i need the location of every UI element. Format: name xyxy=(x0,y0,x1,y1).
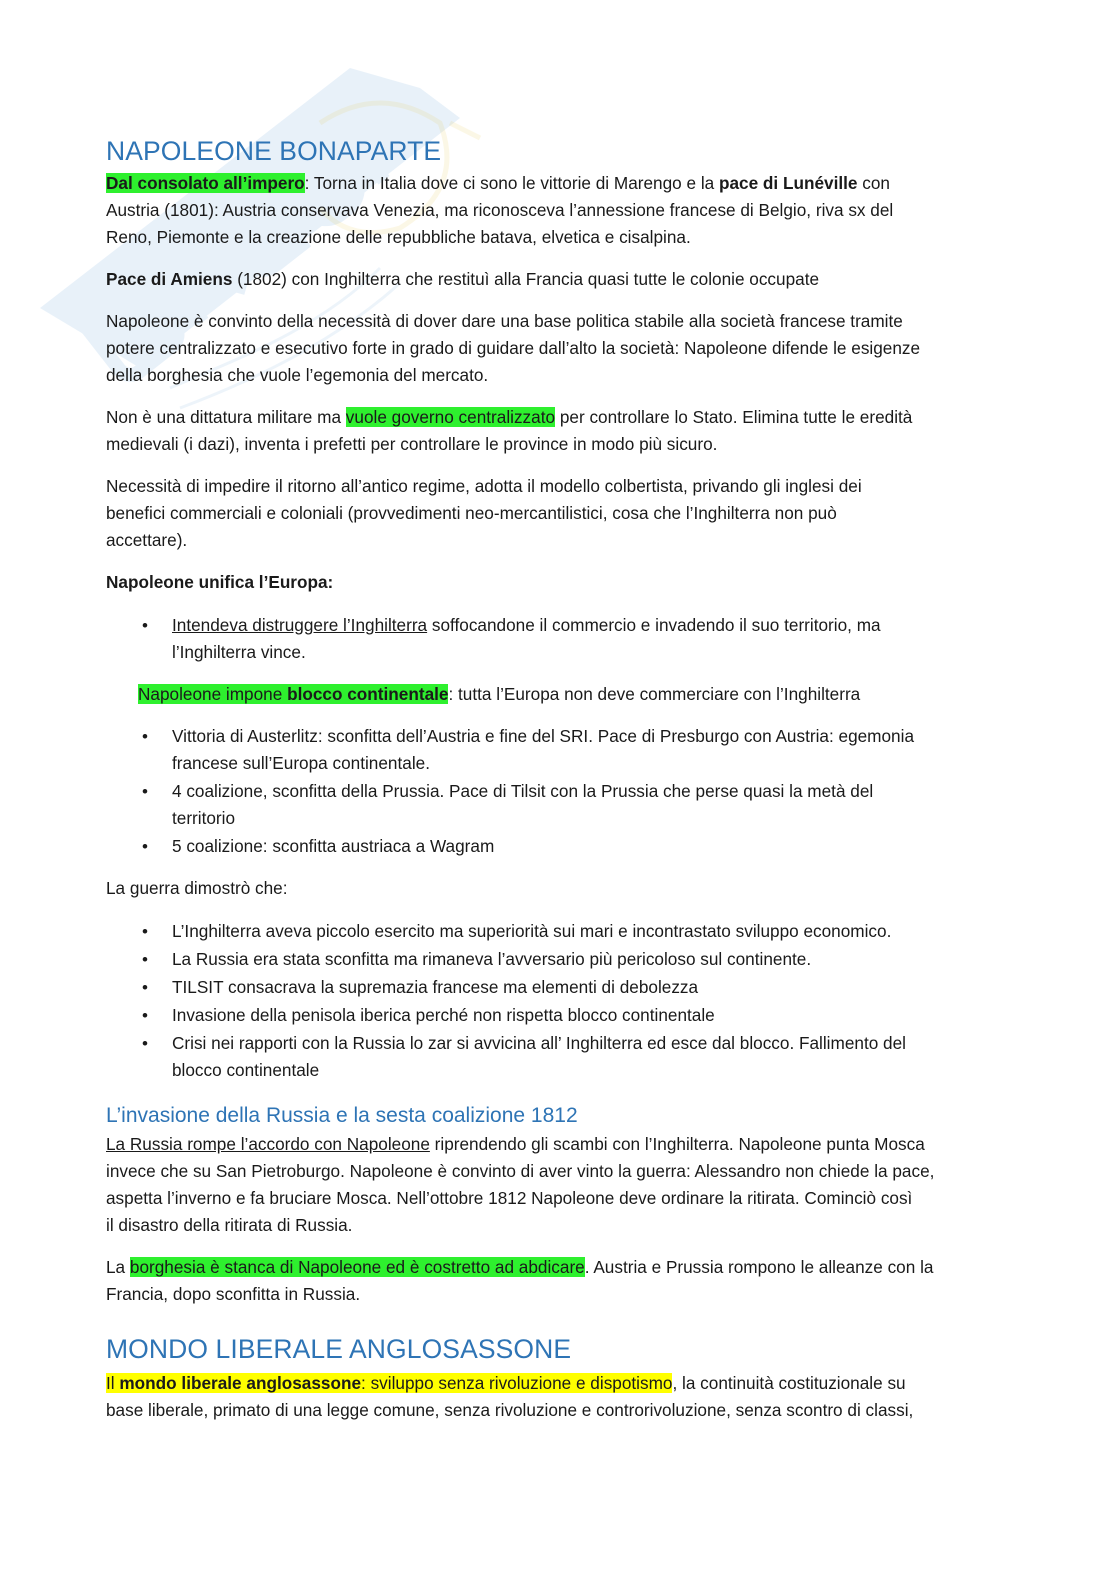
bullet-icon: • xyxy=(142,727,148,746)
text: Napoleone impone xyxy=(138,684,288,704)
para-guerra: La guerra dimostrò che: xyxy=(106,878,288,898)
para-dittatura-line-1 xyxy=(106,404,1006,431)
list-item-tilsit-line-2: territorio xyxy=(172,808,236,828)
para-consolato-line-2: Austria (1801): Austria conservava Venezia, ma riconosceva l’annessione francese di Belgio, riva sx del xyxy=(106,200,894,220)
text: riprendendo gli scambi con l’Inghilterra. Napoleone punta Mosca xyxy=(429,1134,925,1154)
para-base-politica-line-2: potere centralizzato e esecutivo forte in grado di guidare dall’alto la società: Napoleone difende le esigenze xyxy=(106,338,921,358)
highlight-governo: vuole governo centralizzato xyxy=(345,407,556,427)
text: : Torna in Italia dove ci sono le vittorie di Marengo e la xyxy=(304,173,719,193)
para-base-politica-line-3: della borghesia che vuole l’egemonia del mercato. xyxy=(106,365,489,385)
highlight-consolato: Dal consolato all’impero xyxy=(106,173,305,193)
bullet-icon: • xyxy=(142,1034,148,1053)
list-item-iberica: Invasione della penisola iberica perché non rispetta blocco continentale xyxy=(172,1005,715,1025)
list-item-inghilterra: L’Inghilterra aveva piccolo esercito ma superiorità sui mari e incontrastato sviluppo economico. xyxy=(172,921,892,941)
list-item-tilsit-line-1: 4 coalizione, sconfitta della Prussia. Pace di Tilsit con la Prussia che perse quasi la metà del xyxy=(172,781,874,801)
list-item-wagram: 5 coalizione: sconfitta austriaca a Wagram xyxy=(172,836,495,856)
bold-mondo-liberale: mondo liberale anglosassone xyxy=(119,1373,362,1393)
para-dittatura-line-2: medievali (i dazi), inventa i prefetti per controllare le province in modo più sicuro. xyxy=(106,434,718,454)
para-base-politica-line-1: Napoleone è convinto della necessità di dover dare una base politica stabile alla società francese tramite xyxy=(106,311,903,331)
bullet-icon: • xyxy=(142,1006,148,1025)
text: con xyxy=(857,173,890,193)
para-blocco xyxy=(138,681,1038,708)
list-item-austerlitz-line-2: francese sull’Europa continentale. xyxy=(172,753,430,773)
list-item-distruggere-line-1 xyxy=(172,612,1012,639)
text: , la continuità costituzionale su xyxy=(672,1373,906,1393)
list-item-distruggere-line-2: l’Inghilterra vince. xyxy=(172,642,306,662)
bullet-icon: • xyxy=(142,837,148,856)
highlight-anglosassone xyxy=(106,1373,672,1393)
text: . Austria e Prussia rompono le alleanze con la xyxy=(584,1257,934,1277)
para-russia-line-4: il disastro della ritirata di Russia. xyxy=(106,1215,353,1235)
para-anglosassone-line-2: base liberale, primato di una legge comune, senza rivoluzione e controrivoluzione, senza scontro di classi, xyxy=(106,1400,914,1420)
para-russia-line-3: aspetta l’inverno e fa bruciare Mosca. Nell’ottobre 1812 Napoleone deve ordinare la ritirata. Cominciò così xyxy=(106,1188,913,1208)
bullet-icon: • xyxy=(142,922,148,941)
bullet-icon: • xyxy=(142,616,148,635)
para-colbertista-line-3: accettare). xyxy=(106,530,188,550)
para-colbertista-line-2: benefici commerciali e coloniali (provvedimenti neo-mercantilistici, cosa che l’Inghilterra non può xyxy=(106,503,837,523)
underline-distruggere: Intendeva distruggere l’Inghilterra xyxy=(172,615,428,635)
text: soffocandone il commercio e invadendo il suo territorio, ma xyxy=(427,615,881,635)
para-anglosassone-line-1 xyxy=(106,1370,1006,1397)
bold-amiens: Pace di Amiens xyxy=(106,269,233,289)
text: Non è una dittatura militare ma xyxy=(106,407,346,427)
para-consolato-line-3: Reno, Piemonte e la creazione delle repubbliche batava, elvetica e cisalpina. xyxy=(106,227,691,247)
list-item-russia: La Russia era stata sconfitta ma rimaneva l’avversario più pericoloso sul continente. xyxy=(172,949,812,969)
para-colbertista-line-1: Necessità di impedire il ritorno all’antico regime, adotta il modello colbertista, privando gli inglesi dei xyxy=(106,476,862,496)
para-russia-line-2: invece che su San Pietroburgo. Napoleone è convinto di aver vinto la guerra: Alessandro non chiede la pace, xyxy=(106,1161,935,1181)
para-unifica: Napoleone unifica l’Europa: xyxy=(106,572,334,592)
text: Il xyxy=(106,1373,120,1393)
list-item-crisi-line-2: blocco continentale xyxy=(172,1060,320,1080)
para-russia-line-1 xyxy=(106,1131,1006,1158)
bullet-icon: • xyxy=(142,782,148,801)
list-item-tilsit-supremazia: TILSIT consacrava la supremazia francese ma elementi di debolezza xyxy=(172,977,699,997)
underline-russia: La Russia rompe l’accordo con Napoleone xyxy=(106,1134,430,1154)
heading-invasione-russia: L’invasione della Russia e la sesta coalizione 1812 xyxy=(106,1104,578,1127)
bullet-icon: • xyxy=(142,978,148,997)
text: (1802) con Inghilterra che restituì alla Francia quasi tutte le colonie occupate xyxy=(232,269,820,289)
text: : tutta l’Europa non deve commerciare con l’Inghilterra xyxy=(448,684,861,704)
heading-mondo-liberale: MONDO LIBERALE ANGLOSASSONE xyxy=(106,1334,572,1364)
text: per controllare lo Stato. Elimina tutte le eredità xyxy=(555,407,913,427)
text: La xyxy=(106,1257,130,1277)
list-item-crisi-line-1: Crisi nei rapporti con la Russia lo zar si avvicina all’ Inghilterra ed esce dal blocco. Fallimento del xyxy=(172,1033,906,1053)
bold-luneville: pace di Lunéville xyxy=(718,173,858,193)
text: : sviluppo senza rivoluzione e dispotismo xyxy=(361,1373,673,1393)
list-item-austerlitz-line-1: Vittoria di Austerlitz: sconfitta dell’Austria e fine del SRI. Pace di Presburgo con Austria: egemonia xyxy=(172,726,914,746)
para-borghesia-line-1 xyxy=(106,1254,1006,1281)
para-amiens xyxy=(106,266,1006,293)
para-consolato-line-1 xyxy=(106,170,1006,197)
bold-blocco: blocco continentale xyxy=(287,684,449,704)
highlight-borghesia: borghesia è stanca di Napoleone ed è costretto ad abdicare xyxy=(129,1257,585,1277)
para-borghesia-line-2: Francia, dopo sconfitta in Russia. xyxy=(106,1284,361,1304)
highlight-blocco xyxy=(138,684,448,704)
bullet-icon: • xyxy=(142,950,148,969)
heading-napoleone: NAPOLEONE BONAPARTE xyxy=(106,136,442,166)
